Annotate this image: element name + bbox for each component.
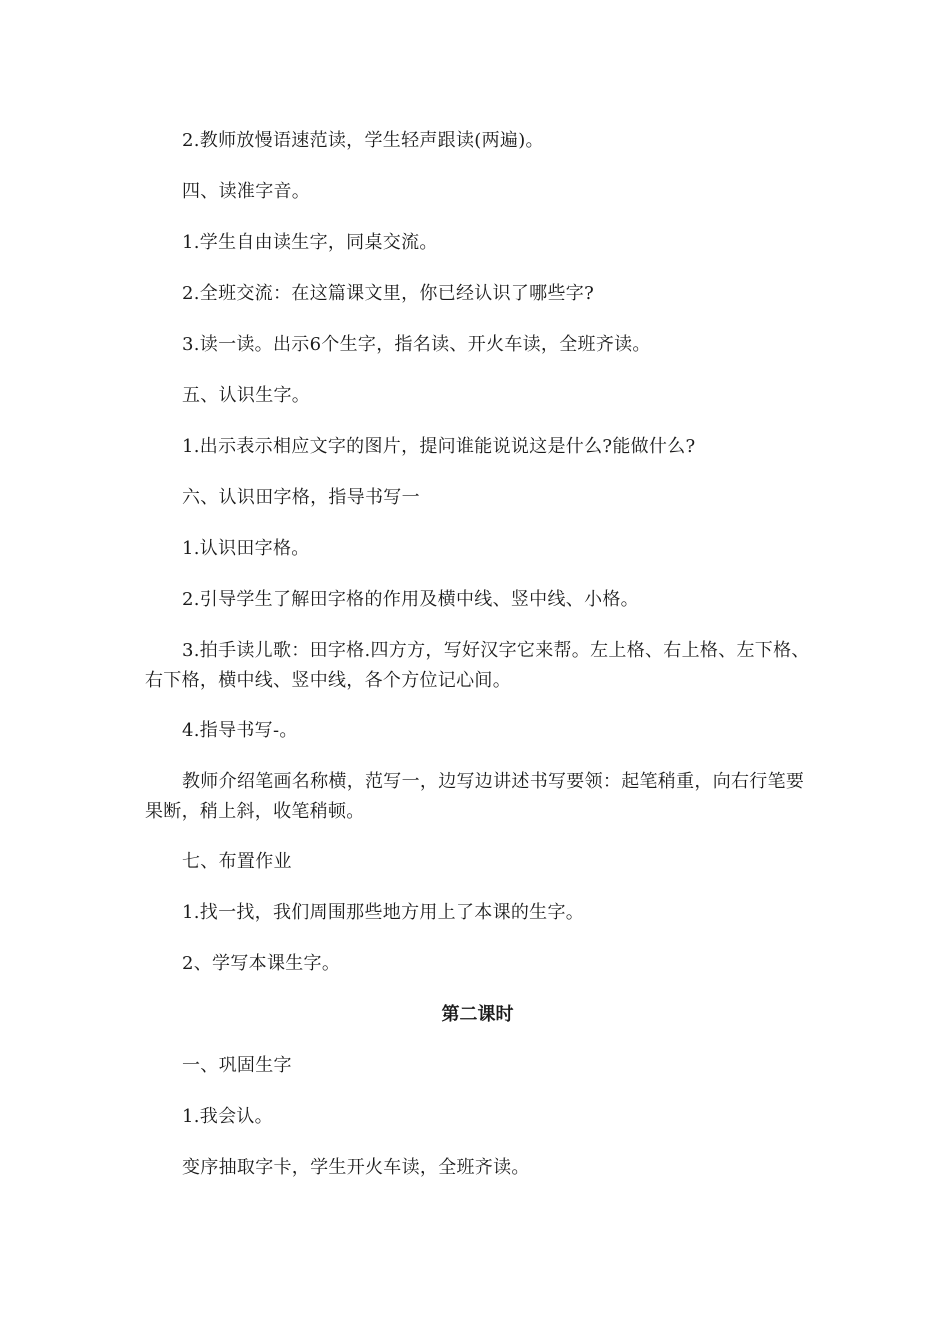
- paragraph: 变序抽取字卡，学生开火车读，全班齐读。: [182, 1157, 530, 1178]
- paragraph: 1.学生自由读生字，同桌交流。: [182, 232, 438, 253]
- section-heading: 七、布置作业: [182, 851, 292, 872]
- lesson-title: 第二课时: [441, 1004, 514, 1025]
- paragraph: 2.引导学生了解田字格的作用及横中线、竖中线、小格。: [182, 589, 639, 610]
- section-heading: 六、认识田字格，指导书写一: [182, 487, 420, 508]
- section-heading: 一、巩固生字: [182, 1055, 292, 1076]
- paragraph: 3.拍手读儿歌：田字格.四方方，写好汉字它来帮。左上格、右上格、左下格、右下格，横中线、竖中线，各个方位记心间。: [145, 640, 810, 691]
- paragraph: 3.读一读。出示6个生字，指名读、开火车读，全班齐读。: [182, 334, 651, 355]
- paragraph: 1.我会认。: [182, 1106, 273, 1127]
- paragraph: 2.全班交流：在这篇课文里，你已经认识了哪些字?: [182, 283, 595, 304]
- paragraph: 2、学写本课生字。: [182, 953, 341, 974]
- paragraph: 1.认识田字格。: [182, 538, 310, 559]
- paragraph: 1.出示表示相应文字的图片，提问谁能说说这是什么?能做什么?: [182, 436, 696, 457]
- section-heading: 五、认识生字。: [182, 385, 311, 406]
- section-heading: 四、读准字音。: [182, 181, 311, 202]
- paragraph: 2.教师放慢语速范读，学生轻声跟读(两遍)。: [182, 130, 544, 151]
- paragraph: 4.指导书写-。: [182, 720, 298, 741]
- paragraph: 教师介绍笔画名称横，范写一，边写边讲述书写要领：起笔稍重，向右行笔要果断，稍上斜，收笔稍顿。: [145, 771, 805, 822]
- paragraph: 1.找一找，我们周围那些地方用上了本课的生字。: [182, 902, 585, 923]
